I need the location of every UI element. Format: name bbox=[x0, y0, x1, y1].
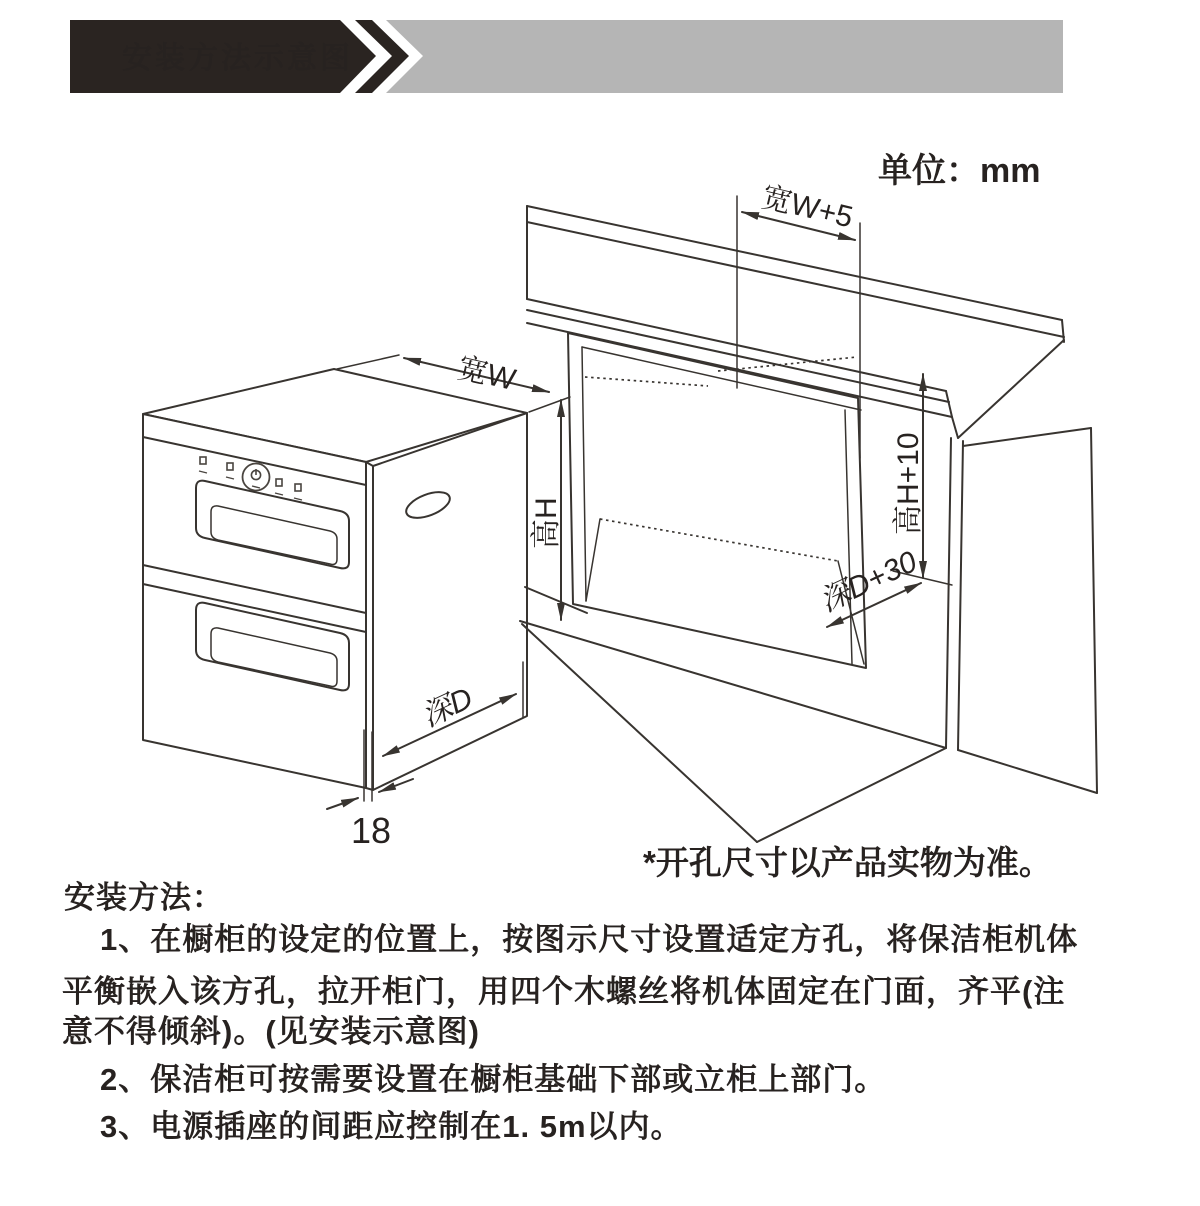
cabinet-base bbox=[520, 621, 946, 748]
banner-gray-bar bbox=[386, 20, 1063, 93]
hidden-edge bbox=[585, 377, 708, 386]
instruction-line: 意不得倾斜)。(见安装示意图) bbox=[62, 1014, 480, 1049]
panel-gap-label: 18 bbox=[351, 810, 392, 851]
cutout-opening bbox=[568, 333, 866, 668]
counter-back-edge bbox=[527, 206, 1062, 320]
hidden-edge bbox=[600, 519, 838, 561]
cutout-width-label: 宽W+5 bbox=[758, 180, 857, 235]
instruction-line: 平衡嵌入该方孔，拉开柜门，用四个木螺丝将机体固定在门面，齐平(注 bbox=[62, 974, 1066, 1009]
banner-title: 安装方法示意图 bbox=[122, 42, 353, 75]
appliance-height-label: 高H bbox=[530, 497, 563, 549]
cabinet-right-stile bbox=[946, 438, 951, 748]
appliance-depth-label: 深D bbox=[417, 681, 478, 734]
cabinet-drawing bbox=[520, 206, 1097, 842]
footnote: *开孔尺寸以产品实物为准。 bbox=[643, 844, 1052, 881]
unit-label: 单位：mm bbox=[878, 152, 1041, 190]
gap-arrow-left bbox=[327, 798, 358, 809]
appliance-width-label: 宽W bbox=[454, 351, 519, 397]
instruction-line: 1、在橱柜的设定的位置上，按图示尺寸设置适定方孔，将保洁柜机体 bbox=[100, 922, 1079, 957]
header-banner bbox=[70, 20, 1063, 93]
appliance-side-face bbox=[373, 413, 527, 790]
cabinet-side-panel bbox=[963, 428, 1091, 446]
cutout-height-label: 高H+10 bbox=[892, 432, 925, 535]
instruction-line: 3、电源插座的间距应控制在1. 5m以内。 bbox=[100, 1109, 683, 1144]
instructions-heading: 安装方法： bbox=[64, 880, 224, 915]
appliance-drawing bbox=[143, 369, 527, 790]
instruction-line: 2、保洁柜可按需要设置在橱柜基础下部或立柜上部门。 bbox=[100, 1062, 887, 1097]
cutout-depth-label: 深D+30 bbox=[815, 545, 922, 619]
